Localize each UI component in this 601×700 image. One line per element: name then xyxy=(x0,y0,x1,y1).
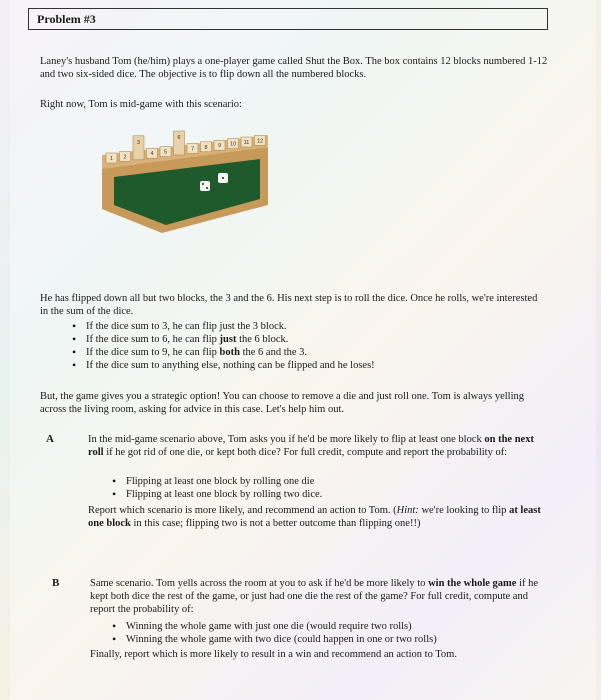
block-label: 4 xyxy=(150,151,154,158)
block-label: 1 xyxy=(109,156,114,162)
block-label: 2 xyxy=(123,154,127,161)
part-b-letter: B xyxy=(52,577,60,589)
shut-the-box-photo xyxy=(100,125,270,235)
problem-title-box xyxy=(28,8,548,30)
choice-paragraph: But, the game gives you a strategic option! You can choose to remove a die and just roll one. Tom is always yelling across the living room, asking for advice in this case. Let's help him out. xyxy=(40,391,525,415)
part-b-bullets xyxy=(108,620,437,646)
part-a-report: Report which scenario is more likely, and recommend an action to Tom. (Hint: we're looking to flip at least one block in this case; flipping two is not a better outcome than flipping one!!) xyxy=(88,505,541,529)
rules-list xyxy=(68,320,375,372)
part-a-bullets xyxy=(108,475,322,501)
block-label: 12 xyxy=(256,138,264,145)
block-label: 10 xyxy=(229,141,237,148)
part-b-question: Same scenario. Tom yells across the room at you to ask if he'd be more likely to win the whole game if he kept both dice the rest of the game, or just had one die the rest of the game? For full credit, compute and report the probability of: xyxy=(90,578,539,615)
list-item: • Flipping at least one block by rolling two dice. xyxy=(108,488,322,501)
part-a-question: In the mid-game scenario above, Tom asks you if he'd be more likely to flip at least one block on the next roll if he got rid of one die, or kept both dice? For full credit, compute and report the probability of: xyxy=(88,434,534,458)
right-now-text: Right now, Tom is mid-game with this scenario: xyxy=(40,99,242,110)
block-label: 9 xyxy=(217,143,222,150)
list-item: • Flipping at least one block by rolling one die xyxy=(108,475,322,488)
rule-item: • If the dice sum to 3, he can flip just the 3 block. xyxy=(68,320,375,333)
rule-item: • If the dice sum to 9, he can flip both the 6 and the 3. xyxy=(68,346,375,359)
scenario-paragraph: He has flipped down all but two blocks, the 3 and the 6. His next step is to roll the dice. Once he rolls, we're interested in the sum of the dice. xyxy=(40,293,538,317)
block-label: 11 xyxy=(243,140,250,146)
problem-title: Problem #3 xyxy=(37,12,96,26)
block-label: 5 xyxy=(163,149,168,156)
block-label: 7 xyxy=(190,146,195,153)
block-label: 6 xyxy=(177,135,181,141)
list-item: • Winning the whole game with two dice (could happen in one or two rolls) xyxy=(108,633,437,646)
block-label: 3 xyxy=(136,139,141,146)
part-a-letter: A xyxy=(46,433,54,445)
block-label: 8 xyxy=(204,144,208,151)
die-1 xyxy=(200,181,210,191)
rule-item: • If the dice sum to 6, he can flip just the 6 block. xyxy=(68,333,375,346)
part-b-final: Finally, report which is more likely to result in a win and recommend an action to Tom. xyxy=(90,649,457,660)
list-item: • Winning the whole game with just one die (would require two rolls) xyxy=(108,620,437,633)
rule-item: • If the dice sum to anything else, nothing can be flipped and he loses! xyxy=(68,359,375,372)
intro-paragraph: Laney's husband Tom (he/him) plays a one-player game called Shut the Box. The box contains 12 blocks numbered 1-12 and two six-sided dice. The objective is to flip down all the numbered blocks. xyxy=(40,56,548,80)
